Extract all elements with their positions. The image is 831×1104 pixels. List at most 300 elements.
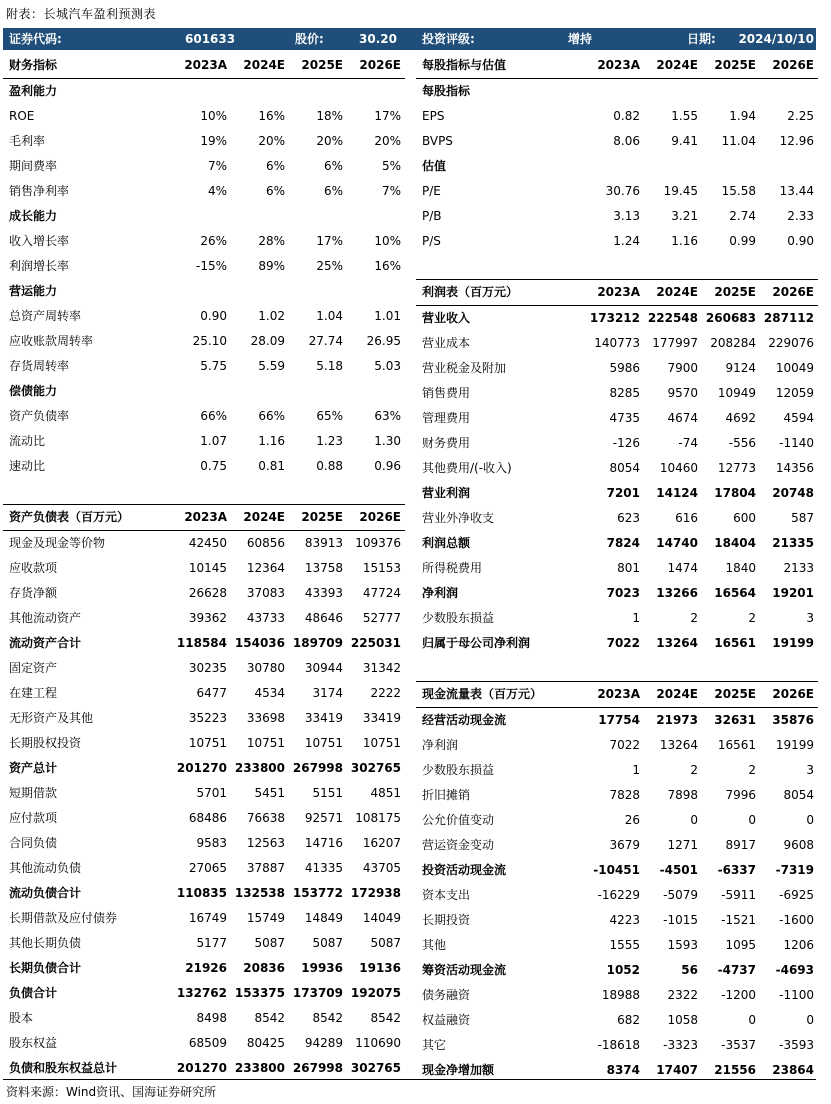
- value-cell: 4534: [254, 686, 285, 700]
- value-cell: 1474: [667, 561, 698, 575]
- row-label: 资产总计: [9, 761, 58, 775]
- section-title-row: [3, 379, 405, 404]
- stock-info-bar: [3, 28, 816, 50]
- value-cell: 14716: [304, 836, 343, 850]
- row-label: 股东权益: [9, 1036, 58, 1050]
- year-header-cell: 2026E: [772, 285, 814, 299]
- value-cell: 8054: [609, 461, 640, 475]
- value-cell: 20836: [243, 961, 285, 975]
- row-label: P/S: [422, 234, 441, 248]
- value-cell: 177997: [652, 336, 698, 350]
- table-row: [3, 531, 405, 556]
- table-row: [416, 456, 818, 481]
- table-row: [416, 506, 818, 531]
- subtotal-row: [3, 631, 405, 656]
- value-cell: 10%: [374, 234, 401, 248]
- value-cell: 7824: [606, 536, 640, 550]
- right-table-panel: [416, 53, 818, 1083]
- value-cell: -126: [612, 436, 640, 450]
- table-row: [3, 454, 405, 479]
- value-cell: 43393: [304, 586, 343, 600]
- row-label: 利润总额: [422, 536, 471, 550]
- table-row: [3, 806, 405, 831]
- row-label: 估值: [422, 159, 447, 173]
- value-cell: 27065: [188, 861, 227, 875]
- row-label: 长期股权投资: [9, 736, 82, 750]
- value-cell: -4501: [659, 863, 698, 877]
- value-cell: 35876: [772, 713, 814, 727]
- value-cell: 2222: [370, 686, 401, 700]
- value-cell: 16%: [374, 259, 401, 273]
- value-cell: 0.81: [258, 459, 285, 473]
- row-label: 总资产周转率: [9, 309, 82, 323]
- value-cell: 30235: [188, 661, 227, 675]
- value-cell: 3.21: [671, 209, 698, 223]
- value-cell: 13.44: [779, 184, 814, 198]
- row-label: EPS: [422, 109, 445, 123]
- value-cell: 52777: [362, 611, 401, 625]
- value-cell: -3323: [663, 1038, 698, 1052]
- value-cell: -5079: [663, 888, 698, 902]
- section-title-row: [416, 154, 818, 179]
- bottom-rule: [3, 1079, 816, 1080]
- value-cell: 15749: [246, 911, 285, 925]
- year-header-cell: 2024E: [243, 58, 285, 72]
- value-cell: 26628: [188, 586, 227, 600]
- value-cell: 1: [632, 611, 640, 625]
- subtotal-row: [3, 756, 405, 781]
- row-label: 营业收入: [422, 311, 471, 325]
- value-cell: 5087: [254, 936, 285, 950]
- value-cell: 6%: [265, 184, 285, 198]
- table-row: [416, 908, 818, 933]
- value-cell: 2133: [783, 561, 814, 575]
- row-label: 成长能力: [9, 209, 58, 223]
- row-label: 其他: [422, 938, 447, 952]
- table-row: [3, 856, 405, 881]
- row-label: 营业税金及附加: [422, 361, 507, 375]
- table-row: [416, 1033, 818, 1058]
- year-header-cell: 2026E: [359, 510, 401, 524]
- value-cell: 19199: [775, 738, 814, 752]
- value-cell: 31342: [362, 661, 401, 675]
- value-cell: 28%: [258, 234, 285, 248]
- value-cell: 16%: [258, 109, 285, 123]
- value-cell: 623: [617, 511, 640, 525]
- value-cell: 173709: [292, 986, 343, 1000]
- value-cell: -18618: [597, 1038, 640, 1052]
- value-cell: -10451: [593, 863, 640, 877]
- value-cell: -1100: [779, 988, 814, 1002]
- row-label: 利润增长率: [9, 259, 70, 273]
- value-cell: 140773: [594, 336, 640, 350]
- row-label: 销售费用: [422, 386, 471, 400]
- table-row: [416, 983, 818, 1008]
- value-cell: 43733: [246, 611, 285, 625]
- row-label: 利润表（百万元）: [422, 285, 519, 299]
- value-cell: -7319: [775, 863, 814, 877]
- year-header-cell: 2026E: [359, 58, 401, 72]
- year-header-cell: 2024E: [243, 510, 285, 524]
- value-cell: 1271: [667, 838, 698, 852]
- value-cell: 7022: [609, 738, 640, 752]
- year-header-cell: 2023A: [597, 285, 640, 299]
- value-cell: 14849: [304, 911, 343, 925]
- row-label: P/B: [422, 209, 442, 223]
- table-row: [3, 104, 405, 129]
- value-cell: 15153: [362, 561, 401, 575]
- year-header-cell: 2026E: [772, 687, 814, 701]
- value-cell: -1015: [663, 913, 698, 927]
- value-cell: 3174: [312, 686, 343, 700]
- value-cell: 10751: [188, 736, 227, 750]
- value-cell: 19201: [772, 586, 814, 600]
- value-cell: 30944: [304, 661, 343, 675]
- value-cell: 2.25: [787, 109, 814, 123]
- value-cell: 7898: [667, 788, 698, 802]
- value-cell: 0.90: [787, 234, 814, 248]
- value-cell: 0: [690, 813, 698, 827]
- value-cell: 33419: [304, 711, 343, 725]
- table-row: [416, 179, 818, 204]
- table-row: [3, 404, 405, 429]
- row-label: 资产负债表（百万元）: [9, 510, 130, 524]
- value-cell: 229076: [768, 336, 814, 350]
- price-value: 30.20: [359, 32, 397, 46]
- value-cell: 110835: [176, 886, 227, 900]
- value-cell: 1: [632, 763, 640, 777]
- row-label: 存货周转率: [9, 359, 70, 373]
- value-cell: 8542: [312, 1011, 343, 1025]
- table-row: [416, 129, 818, 154]
- value-cell: 287112: [763, 311, 814, 325]
- value-cell: 65%: [316, 409, 343, 423]
- rating-label: 投资评级:: [422, 32, 475, 46]
- value-cell: 5177: [196, 936, 227, 950]
- value-cell: 92571: [304, 811, 343, 825]
- value-cell: 20748: [772, 486, 814, 500]
- value-cell: 16561: [717, 738, 756, 752]
- value-cell: 17754: [598, 713, 640, 727]
- value-cell: 12.96: [779, 134, 814, 148]
- value-cell: 94289: [304, 1036, 343, 1050]
- row-label: 筹资活动现金流: [422, 963, 507, 977]
- value-cell: -16229: [597, 888, 640, 902]
- value-cell: 5451: [254, 786, 285, 800]
- table-row: [416, 833, 818, 858]
- subtotal-row: [3, 881, 405, 906]
- row-label: 债务融资: [422, 988, 471, 1002]
- value-cell: 33698: [246, 711, 285, 725]
- value-cell: 6%: [323, 184, 343, 198]
- row-label: 营业利润: [422, 486, 471, 500]
- value-cell: 118584: [176, 636, 227, 650]
- value-cell: 10751: [362, 736, 401, 750]
- subtotal-row: [3, 956, 405, 981]
- value-cell: 68486: [188, 811, 227, 825]
- value-cell: 2.33: [787, 209, 814, 223]
- value-cell: -3537: [721, 1038, 756, 1052]
- subtotal-row: [416, 708, 818, 733]
- table-row: [416, 381, 818, 406]
- table-row: [3, 931, 405, 956]
- value-cell: -1140: [779, 436, 814, 450]
- row-label: 毛利率: [9, 134, 46, 148]
- value-cell: 10%: [200, 109, 227, 123]
- value-cell: 20%: [374, 134, 401, 148]
- value-cell: 63%: [374, 409, 401, 423]
- value-cell: 16207: [362, 836, 401, 850]
- row-label: 每股指标与估值: [422, 58, 507, 72]
- row-label: 股本: [9, 1011, 34, 1025]
- table-row: [416, 406, 818, 431]
- row-label: 合同负债: [9, 836, 58, 850]
- value-cell: 9.41: [671, 134, 698, 148]
- value-cell: 1.30: [374, 434, 401, 448]
- value-cell: 0.90: [200, 309, 227, 323]
- value-cell: -1521: [721, 913, 756, 927]
- table-row: [3, 656, 405, 681]
- value-cell: -1200: [721, 988, 756, 1002]
- value-cell: 201270: [176, 1061, 227, 1075]
- value-cell: 9608: [783, 838, 814, 852]
- value-cell: 110690: [355, 1036, 401, 1050]
- value-cell: 0.88: [316, 459, 343, 473]
- row-label: 速动比: [9, 459, 46, 473]
- value-cell: 30.76: [605, 184, 640, 198]
- row-label: 现金流量表（百万元）: [422, 687, 543, 701]
- value-cell: 10049: [775, 361, 814, 375]
- value-cell: 39362: [188, 611, 227, 625]
- value-cell: 18%: [316, 109, 343, 123]
- value-cell: 5087: [370, 936, 401, 950]
- subtotal-row: [3, 1056, 405, 1081]
- value-cell: 153772: [292, 886, 343, 900]
- year-header-cell: 2024E: [656, 58, 698, 72]
- value-cell: 2.74: [729, 209, 756, 223]
- value-cell: 5701: [196, 786, 227, 800]
- table-row: [3, 556, 405, 581]
- value-cell: 5.59: [258, 359, 285, 373]
- value-cell: 9583: [196, 836, 227, 850]
- value-cell: 66%: [200, 409, 227, 423]
- value-cell: 172938: [350, 886, 401, 900]
- value-cell: 26.95: [366, 334, 401, 348]
- subtotal-row: [3, 981, 405, 1006]
- value-cell: 1593: [667, 938, 698, 952]
- row-label: 流动负债合计: [9, 886, 82, 900]
- spacer-row: [416, 656, 818, 681]
- value-cell: 66%: [258, 409, 285, 423]
- row-label: 营业外净收支: [422, 511, 495, 525]
- value-cell: 208284: [710, 336, 756, 350]
- row-label: 其他流动负债: [9, 861, 82, 875]
- value-cell: 19%: [200, 134, 227, 148]
- value-cell: 5.03: [374, 359, 401, 373]
- row-label: 每股指标: [422, 84, 471, 98]
- year-header-cell: 2025E: [714, 687, 756, 701]
- value-cell: 0: [748, 813, 756, 827]
- code-label: 证券代码:: [9, 32, 62, 46]
- value-cell: 2: [690, 763, 698, 777]
- value-cell: 1.24: [613, 234, 640, 248]
- row-label: 长期借款及应付债券: [9, 911, 118, 925]
- value-cell: 1095: [725, 938, 756, 952]
- row-label: 收入增长率: [9, 234, 70, 248]
- table-row: [416, 733, 818, 758]
- value-cell: 4851: [370, 786, 401, 800]
- row-label: 营运资金变动: [422, 838, 495, 852]
- row-label: 期间费率: [9, 159, 58, 173]
- value-cell: 3: [806, 763, 814, 777]
- row-label: 长期负债合计: [9, 961, 82, 975]
- value-cell: -1600: [779, 913, 814, 927]
- value-cell: -5911: [721, 888, 756, 902]
- code-value: 601633: [185, 32, 236, 46]
- value-cell: 17%: [316, 234, 343, 248]
- value-cell: -6337: [717, 863, 756, 877]
- value-cell: 3: [806, 611, 814, 625]
- value-cell: 8374: [606, 1063, 640, 1077]
- row-label: 应收账款周转率: [9, 334, 94, 348]
- value-cell: -4693: [775, 963, 814, 977]
- value-cell: 80425: [246, 1036, 285, 1050]
- value-cell: 18988: [601, 988, 640, 1002]
- table-row: [3, 229, 405, 254]
- year-header-cell: 2025E: [301, 58, 343, 72]
- table-row: [416, 331, 818, 356]
- value-cell: 10751: [246, 736, 285, 750]
- value-cell: 13264: [656, 636, 698, 650]
- row-label: 无形资产及其他: [9, 711, 94, 725]
- table-row: [416, 933, 818, 958]
- value-cell: 12059: [775, 386, 814, 400]
- value-cell: 801: [617, 561, 640, 575]
- value-cell: 4735: [609, 411, 640, 425]
- row-label: 其它: [422, 1038, 447, 1052]
- section-title-row: [3, 204, 405, 229]
- value-cell: 19.45: [663, 184, 698, 198]
- value-cell: 267998: [292, 1061, 343, 1075]
- value-cell: 12364: [246, 561, 285, 575]
- value-cell: 5151: [312, 786, 343, 800]
- date-value: 2024/10/10: [738, 32, 814, 46]
- value-cell: 222548: [647, 311, 698, 325]
- value-cell: 10145: [188, 561, 227, 575]
- value-cell: 2: [748, 611, 756, 625]
- value-cell: 225031: [350, 636, 401, 650]
- value-cell: 1.94: [729, 109, 756, 123]
- year-header-cell: 2023A: [184, 510, 227, 524]
- value-cell: 7%: [381, 184, 401, 198]
- value-cell: 6%: [265, 159, 285, 173]
- subtotal-row: [416, 858, 818, 883]
- value-cell: 28.09: [250, 334, 285, 348]
- table-row: [3, 304, 405, 329]
- value-cell: 30780: [246, 661, 285, 675]
- value-cell: 17%: [374, 109, 401, 123]
- value-cell: 4674: [667, 411, 698, 425]
- value-cell: 8917: [725, 838, 756, 852]
- value-cell: 8542: [254, 1011, 285, 1025]
- value-cell: 173212: [589, 311, 640, 325]
- subtotal-row: [416, 481, 818, 506]
- value-cell: 17407: [656, 1063, 698, 1077]
- table-header-row: [416, 53, 818, 79]
- table-row: [3, 906, 405, 931]
- value-cell: 17804: [714, 486, 756, 500]
- value-cell: 21973: [656, 713, 698, 727]
- value-cell: 18404: [714, 536, 756, 550]
- row-label: 权益融资: [422, 1013, 471, 1027]
- table-row: [416, 204, 818, 229]
- value-cell: 13758: [304, 561, 343, 575]
- value-cell: 132538: [234, 886, 285, 900]
- row-label: 存货净额: [9, 586, 58, 600]
- value-cell: 5986: [609, 361, 640, 375]
- table-row: [416, 808, 818, 833]
- table-row: [3, 179, 405, 204]
- value-cell: 1.16: [671, 234, 698, 248]
- year-header-cell: 2025E: [714, 285, 756, 299]
- table-row: [3, 429, 405, 454]
- left-table-panel: [3, 53, 405, 1081]
- value-cell: 13264: [659, 738, 698, 752]
- value-cell: 0.99: [729, 234, 756, 248]
- value-cell: -3593: [779, 1038, 814, 1052]
- table-row: [416, 606, 818, 631]
- value-cell: 19936: [301, 961, 343, 975]
- row-label: 投资活动现金流: [422, 863, 507, 877]
- table-row: [3, 606, 405, 631]
- table-row: [416, 229, 818, 254]
- value-cell: 3679: [609, 838, 640, 852]
- value-cell: 2: [748, 763, 756, 777]
- row-label: 负债合计: [9, 986, 58, 1000]
- table-row: [416, 556, 818, 581]
- value-cell: -4737: [717, 963, 756, 977]
- value-cell: 5%: [381, 159, 401, 173]
- value-cell: 25%: [316, 259, 343, 273]
- row-label: 流动比: [9, 434, 46, 448]
- value-cell: 302765: [350, 1061, 401, 1075]
- value-cell: 189709: [292, 636, 343, 650]
- year-header-cell: 2024E: [656, 285, 698, 299]
- row-label: 应付款项: [9, 811, 58, 825]
- value-cell: 7900: [667, 361, 698, 375]
- value-cell: 10949: [717, 386, 756, 400]
- value-cell: 1052: [606, 963, 640, 977]
- value-cell: 35223: [188, 711, 227, 725]
- value-cell: 1555: [609, 938, 640, 952]
- value-cell: 41335: [304, 861, 343, 875]
- value-cell: 8.06: [613, 134, 640, 148]
- value-cell: 302765: [350, 761, 401, 775]
- row-label: 经营活动现金流: [422, 713, 507, 727]
- value-cell: 109376: [355, 536, 401, 550]
- value-cell: 21556: [714, 1063, 756, 1077]
- row-label: 负债和股东权益总计: [9, 1061, 118, 1075]
- value-cell: 4594: [783, 411, 814, 425]
- row-label: BVPS: [422, 134, 453, 148]
- value-cell: 7023: [606, 586, 640, 600]
- table-row: [416, 758, 818, 783]
- year-header-cell: 2023A: [597, 58, 640, 72]
- value-cell: 5.18: [316, 359, 343, 373]
- value-cell: 108175: [355, 811, 401, 825]
- value-cell: 15.58: [721, 184, 756, 198]
- year-header-cell: 2023A: [597, 687, 640, 701]
